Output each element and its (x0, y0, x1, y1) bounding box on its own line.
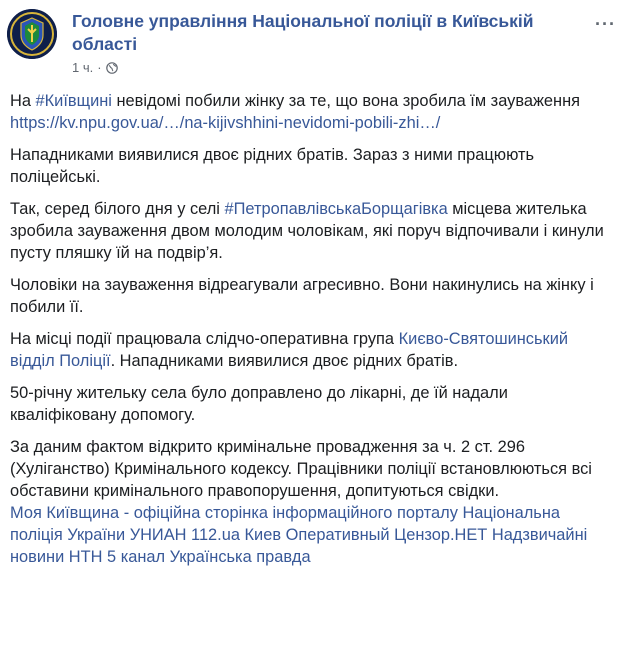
police-department-link[interactable]: Києво-Святошинський відділ Поліції (10, 330, 569, 370)
paragraph-6: 50-річну жительку села було доправлено до лікарні, де їй надали кваліфіковану допомогу. (10, 384, 508, 424)
post-meta (72, 60, 118, 75)
paragraph-5: На місці події працювала слідчо-оперативна група Києво-Святошинський відділ Поліції. Нападниками виявилися двоє рідних братів. (10, 330, 569, 370)
more-options-button[interactable] (595, 14, 616, 35)
police-emblem-icon (7, 9, 57, 59)
hashtag-village[interactable]: #ПетропавлівськаБорщагівка (224, 200, 448, 218)
globe-icon (106, 62, 118, 74)
page-tags-links[interactable]: Моя Київщина - офіційна сторінка інформаційного порталу Національна поліція України УНИАН 112.ua Киев Оперативный Цензор.НЕТ Надзвичайні новини НТН 5 канал Українська правда (10, 504, 588, 566)
more-dots-icon: ··· (595, 14, 616, 34)
paragraph-4: Чоловіки на зауваження відреагували агресивно. Вони накинулись на жінку і побили її. (10, 276, 594, 316)
post-body (10, 90, 610, 568)
page-avatar[interactable] (7, 9, 57, 59)
article-url-link[interactable]: https://kv.npu.gov.ua/…/na-kijivshhini-nevidomi-pobili-zhi…/ (10, 114, 441, 132)
paragraph-2: Нападниками виявилися двоє рідних братів. Зараз з ними працюють поліцейські. (10, 146, 535, 186)
post-time[interactable]: 1 ч. (72, 60, 94, 75)
paragraph-1: На #Київщині невідомі побили жінку за те, що вона зробила їм зауваження https://kv.npu.gov.ua/…/na-kijivshhini-nevidomi-pobili-zhi…/ (10, 92, 581, 132)
paragraph-7: За даним фактом відкрито кримінальне провадження за ч. 2 ст. 296 (Хуліганство) Кримінального кодексу. Працівники поліції встановлюються всі обставини кримінального правопорушення, допитуються свідки. (10, 438, 592, 500)
page-name-link[interactable]: Головне управління Національної поліції в Київській області (72, 11, 534, 54)
paragraph-3: Так, серед білого дня у селі #ПетропавлівськаБорщагівка місцева жителька зробила зауваження двом молодим чоловікам, які поруч відпочивали і кинули пусту пляшку їй на подвір’я. (10, 200, 604, 262)
hashtag-kyivshchyna[interactable]: #Київщині (35, 92, 112, 110)
separator-dot: · (97, 60, 102, 75)
